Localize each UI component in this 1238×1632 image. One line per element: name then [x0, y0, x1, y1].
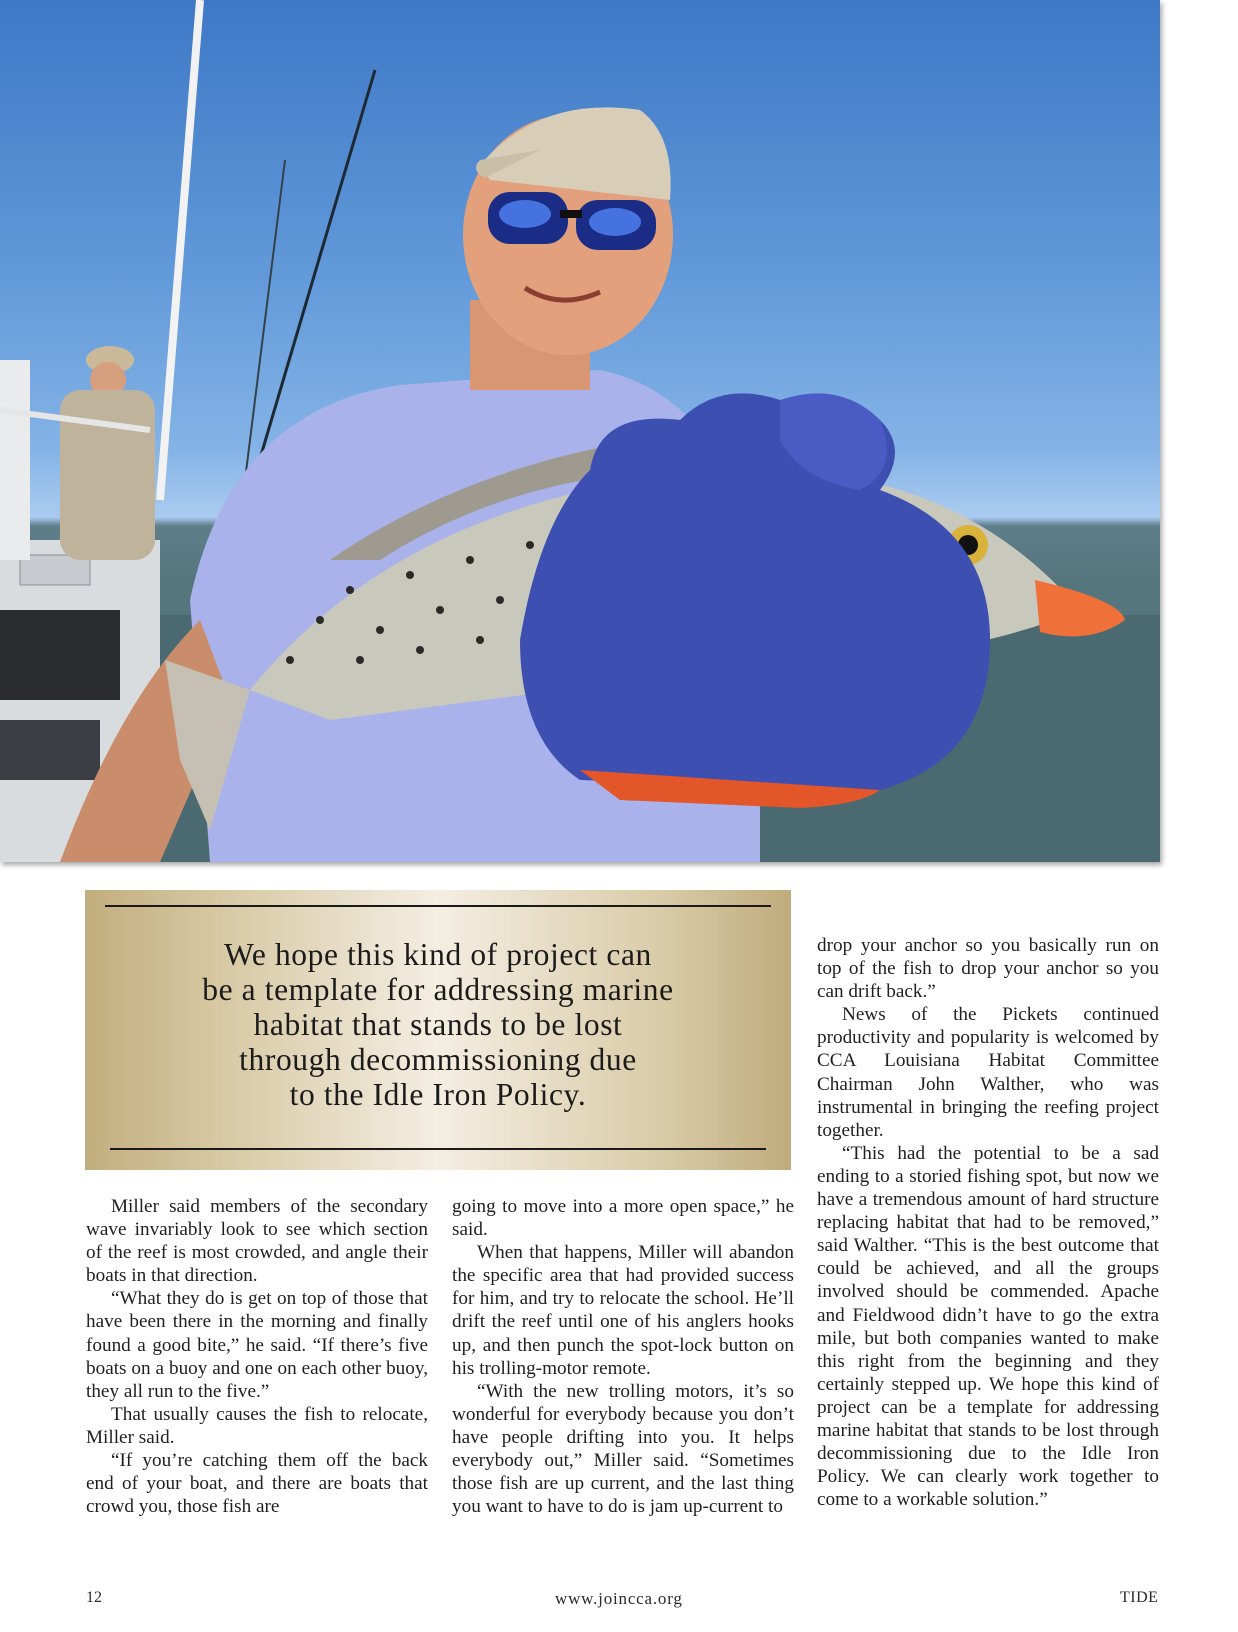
article-column-3 — [817, 934, 1159, 1511]
paragraph: That usually causes the fish to relocate, Miller said. — [86, 1403, 428, 1448]
paragraph: News of the Pickets continued productivity and popularity is welcomed by CCA Louisiana Habitat Committee Chairman John Walther, who was instrumental in bringing the reefing project together. — [817, 1004, 1159, 1141]
hero-photo — [0, 0, 1160, 862]
pull-quote-line: be a template for addressing marine — [202, 972, 674, 1007]
pull-quote-top-rule — [105, 905, 771, 907]
article-column-2 — [452, 1195, 794, 1518]
pull-quote-line: habitat that stands to be lost — [253, 1007, 623, 1042]
pull-quote-bottom-rule — [110, 1148, 766, 1150]
pull-quote-line: through decommissioning due — [239, 1042, 637, 1077]
magazine-name: TIDE — [1120, 1589, 1159, 1606]
website-link[interactable]: www.joincca.org — [555, 1589, 683, 1608]
paragraph: “This had the potential to be a sad ending to a storied fishing spot, but now we have a tremendous amount of hard structure replacing habitat that had to be removed,” said Walther. “This is the best outcome that could be achieved, and all the groups involved should be commended. Apache and Fieldwood didn’t have to go the extra mile, but both companies wanted to make this right from the beginning and they certainly stepped up. We hope this kind of project can be a template for addressing marine habitat that stands to be lost through decommissioning due to the Idle Iron Policy. We can clearly work together to come to a workable solution.” — [817, 1142, 1159, 1511]
article-column-1 — [86, 1195, 428, 1518]
photo-illustration — [0, 0, 1160, 862]
paragraph: “With the new trolling motors, it’s so wonderful for everybody because you don’t have people drifting into you. It helps everybody out,” Miller said. “Sometimes those fish are up current, and the last thing you want to have to do is jam up-current to — [452, 1380, 794, 1518]
pull-quote-line: We hope this kind of project can — [224, 937, 652, 972]
paragraph: “If you’re catching them off the back end of your boat, and there are boats that crowd you, those fish are — [86, 1450, 428, 1518]
paragraph: Miller said members of the secondary wave invariably look to see which section of the reef is most crowded, and angle their boats in that direction. — [86, 1196, 428, 1287]
paragraph: going to move into a more open space,” he said. — [452, 1196, 794, 1241]
paragraph: drop your anchor so you basically run on top of the fish to drop your anchor so you can drift back.” — [817, 935, 1159, 1003]
paragraph: When that happens, Miller will abandon the specific area that had provided success for him, and try to relocate the school. He’ll drift the reef until one of his anglers hooks up, and then punch the spot-lock button on his trolling-motor remote. — [452, 1242, 794, 1379]
page-number: 12 — [86, 1589, 102, 1606]
pull-quote-line: to the Idle Iron Policy. — [289, 1077, 587, 1112]
pull-quote-box — [85, 890, 791, 1170]
pull-quote-text — [125, 937, 751, 1112]
paragraph: “What they do is get on top of those that have been there in the morning and finally found a good bite,” he said. “If there’s five boats on a buoy and one on each other buoy, they all run to the five.” — [86, 1288, 428, 1402]
